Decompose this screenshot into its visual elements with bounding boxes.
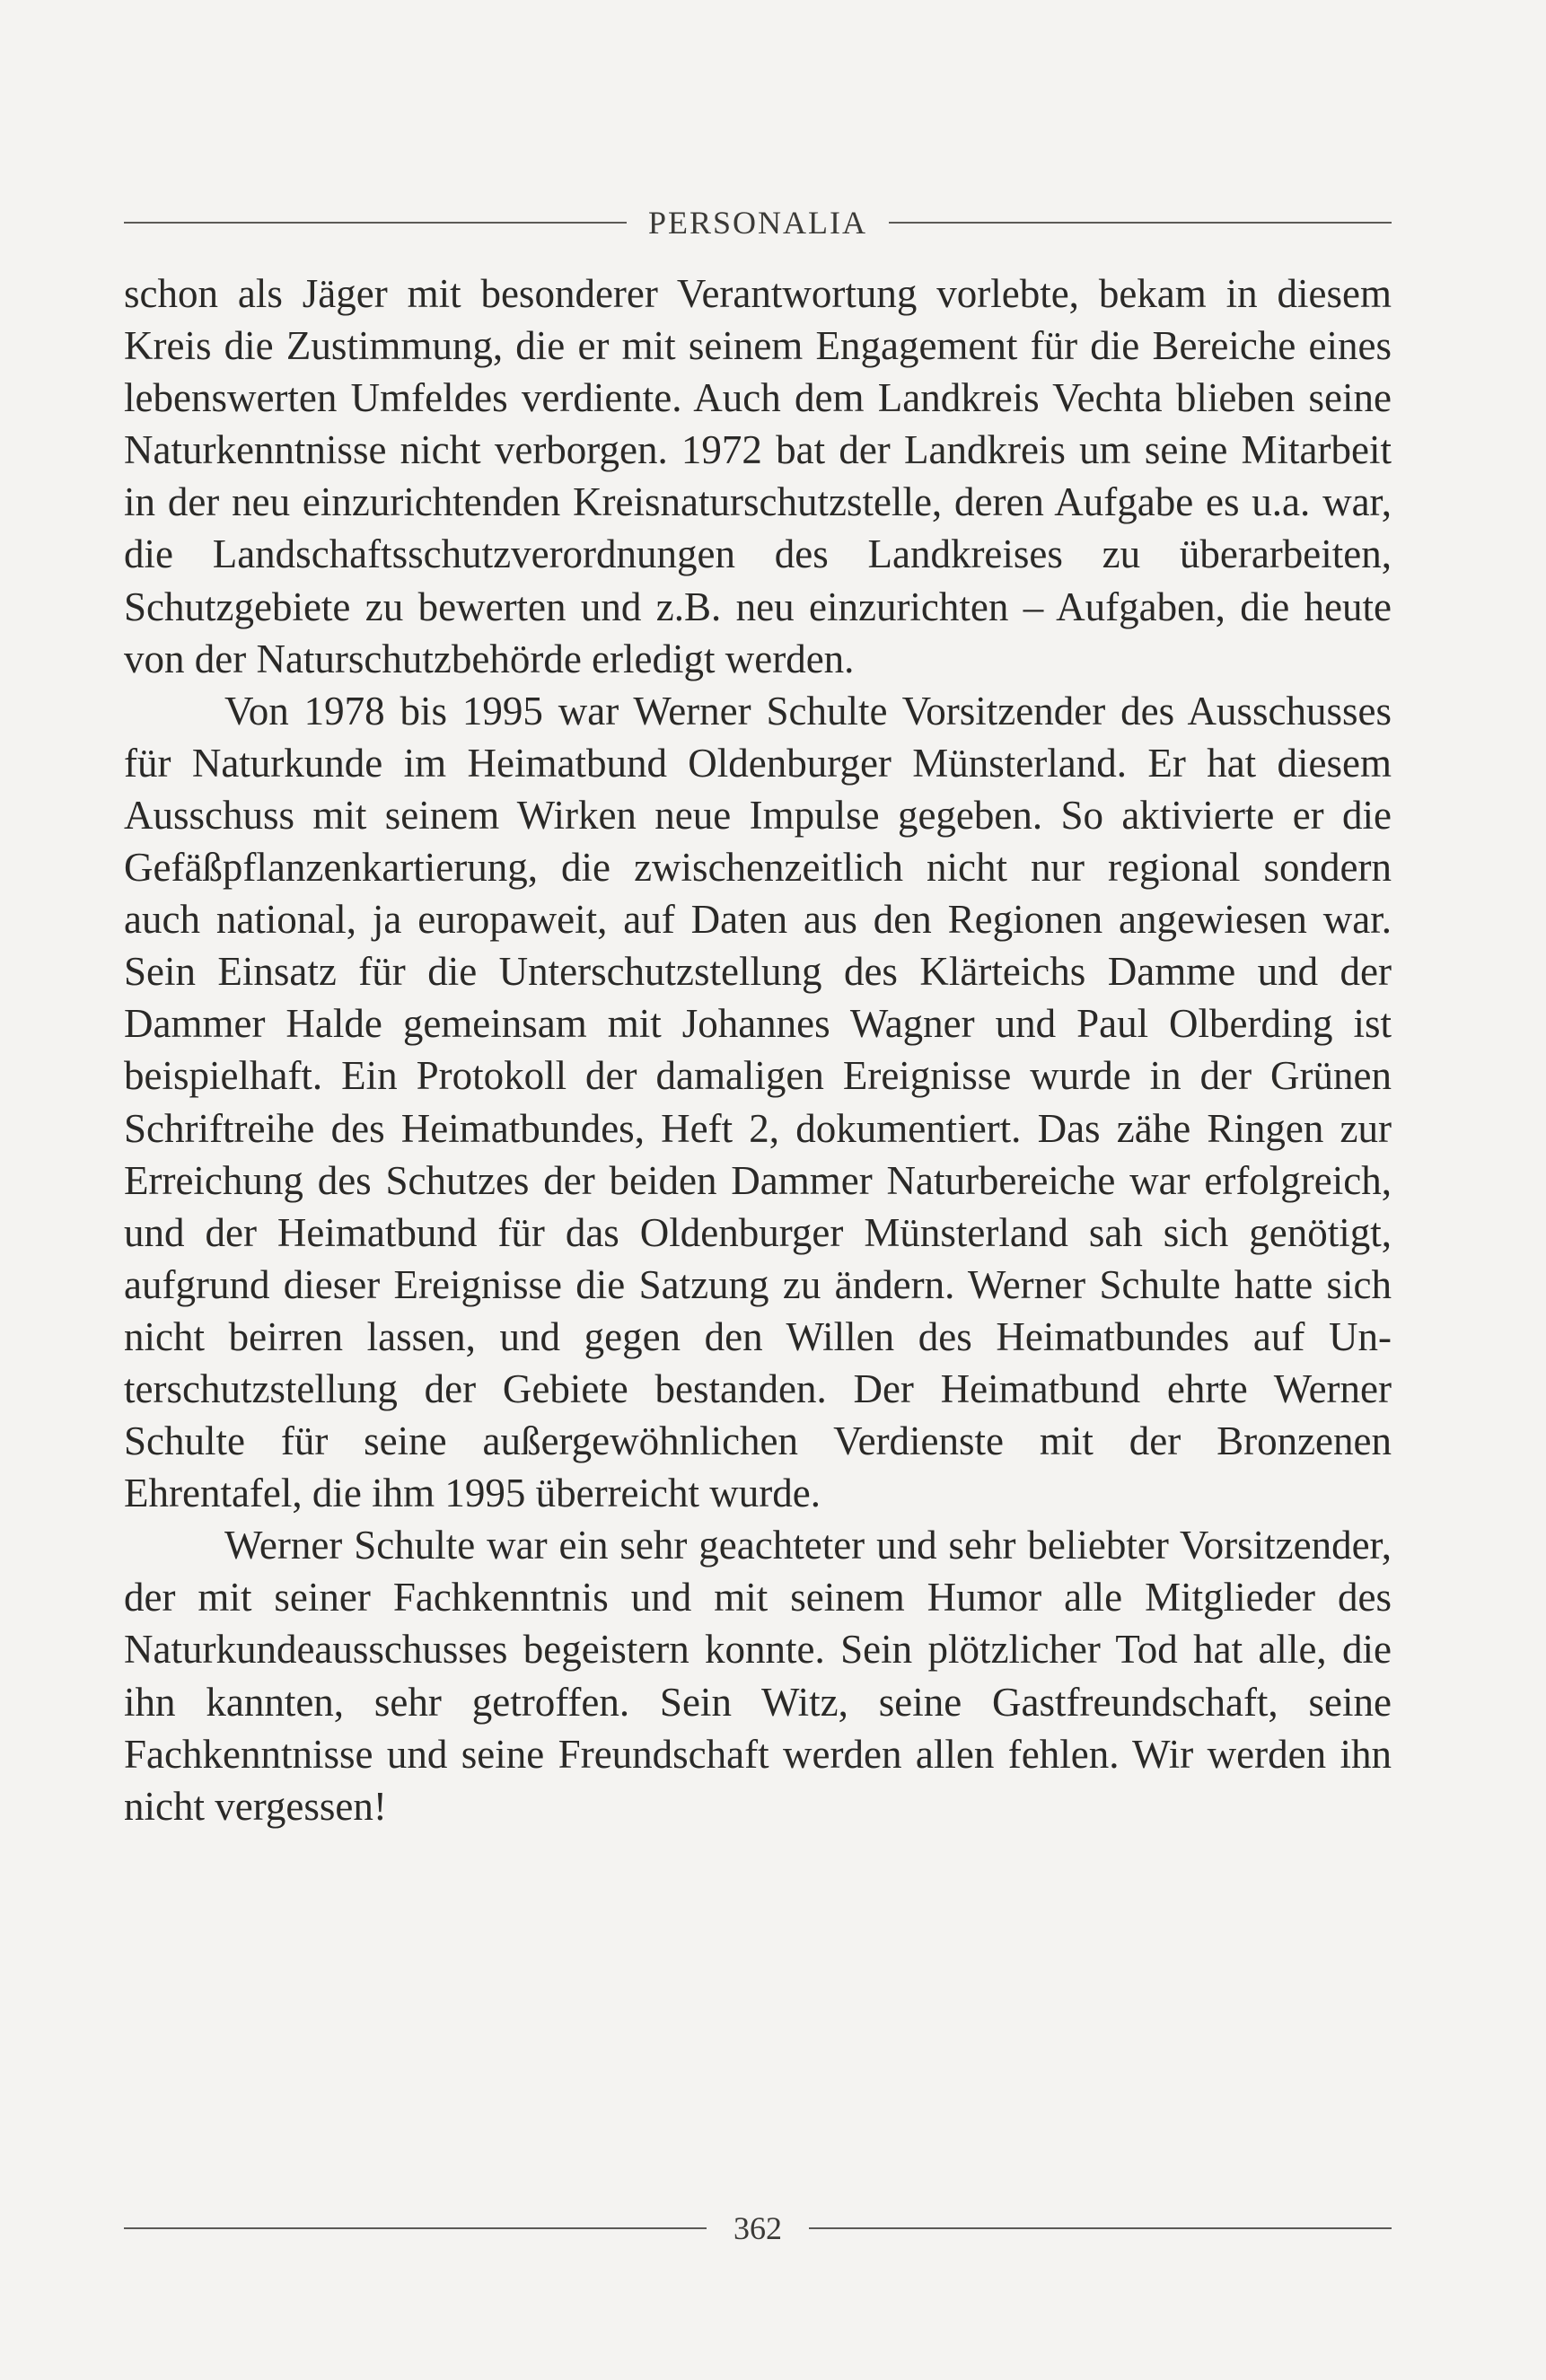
page-number: 362 (733, 2210, 782, 2246)
body-text (124, 268, 1392, 1832)
page-footer (124, 2203, 1392, 2253)
paragraph-tribute: Werner Schulte war ein sehr geachteter und sehr beliebter Vorsitzender, der mit seiner Fachkenntnis und mit seinem Humor alle Mitglieder des Naturkundeausschusses begeistern konnte. Sein plötzlicher Tod hat alle, die ihn kannten, sehr getroffen. Sein Witz, seine Gastfreundschaft, seine Fachkenntnisse und seine Freundschaft werden allen fehlen. Wir werden ihn nicht vergessen! (124, 1523, 1392, 1829)
running-head-rule-right (889, 222, 1392, 224)
footer-rule-right (809, 2227, 1392, 2229)
running-head (124, 198, 1392, 248)
running-head-rule-left (124, 222, 627, 224)
paragraph-committee-chair: Von 1978 bis 1995 war Werner Schulte Vorsitzender des Ausschusses für Naturkunde im Heimatbund Oldenburger Münsterland. Er hat diesem Ausschuss mit seinem Wirken neue Impulse gegeben. So aktivierte er die Gefäßpflanzenkartierung, die zwischenzeitlich nicht nur regional sondern auch national, ja europaweit, auf Daten aus den Regionen angewiesen war. Sein Einsatz für die Unterschutzstellung des Klärteichs Damme und der Dammer Halde gemeinsam mit Johannes Wagner und Paul Olberding ist beispielhaft. Ein Protokoll der damaligen Ereignisse wurde in der Grünen Schriftreihe des Heimatbundes, Heft 2, dokumentiert. Das zähe Ringen zur Erreichung des Schutzes der beiden Dammer Naturbereiche war erfolgreich, und der Heimatbund für das Oldenburger Münsterland sah sich genötigt, aufgrund dieser Ereignisse die Satzung zu ändern. Werner Schulte hatte sich nicht beirren lassen, und gegen den Willen des Heimatbundes auf Unterschutzstellung der Gebiete bestanden. Der Heimatbund ehrte Werner Schulte für seine außergewöhnlichen Verdienste mit der Bronzenen Ehrentafel, die ihm 1995 überreicht wurde. (124, 688, 1392, 1516)
running-head-title: PERSONALIA (648, 205, 868, 241)
footer-rule-left (124, 2227, 707, 2229)
paragraph-continued: schon als Jäger mit besonderer Verantwortung vorlebte, bekam in diesem Kreis die Zustimmung, die er mit seinem Engagement für die Bereiche eines lebenswerten Umfeldes verdiente. Auch dem Landkreis Vechta blieben seine Naturkenntnisse nicht verborgen. 1972 bat der Landkreis um seine Mitarbeit in der neu einzurichtenden Kreisnaturschutzstelle, deren Aufgabe es u.a. war, die Landschaftsschutzverordnungen des Landkreises zu überarbeiten, Schutzgebiete zu bewerten und z.B. neu einzurichten – Aufgaben, die heute von der Naturschutzbehörde erledigt werden. (124, 271, 1392, 681)
